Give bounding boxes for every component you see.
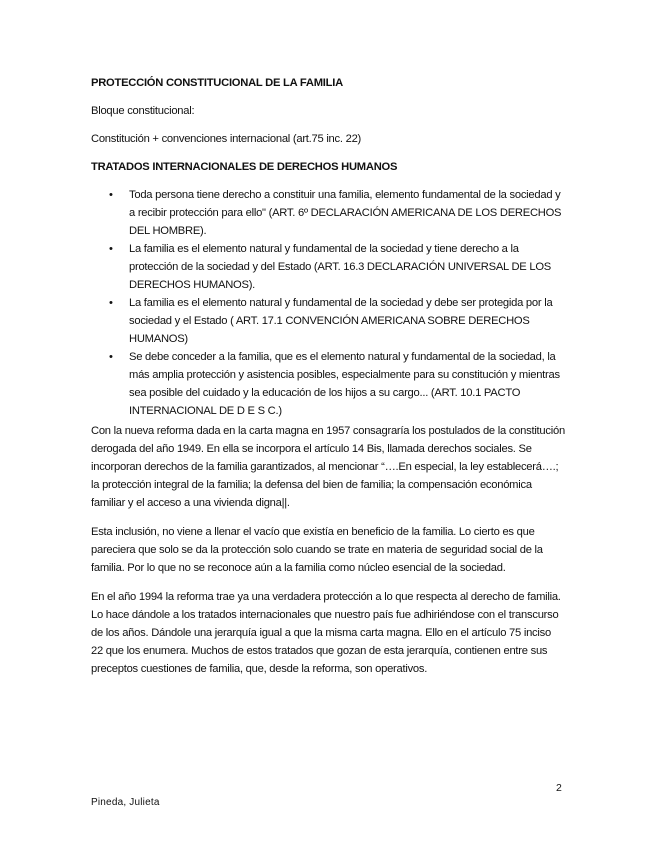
bullet-icon: •: [109, 351, 113, 363]
list-item-text: Se debe conceder a la familia, que es el elemento natural y fundamental de la sociedad, la más amplia protección y asistencia posibles, especialmente para su constitución y mientras sea posible del cuidado y la educación de los hijos a su cargo... (ART. 10.1 PACTO INTERNACIONAL DE D E S C.): [129, 351, 560, 417]
tratados-heading: TRATADOS INTERNACIONALES DE DERECHOS HUMANOS: [91, 161, 398, 173]
treaty-list: [91, 186, 565, 420]
paragraph: En el año 1994 la reforma trae ya una verdadera protección a lo que respecta al derecho de familia. Lo hace dándole a los tratados internacionales que nuestro país fue adhiriéndose con el transcurso de los años. Dándole una jerarquía igual a que la misma carta magna. Ello en el artículo 75 inciso 22 que los enumera. Muchos de estos tratados que gozan de esta jerarquía, contienen entre sus preceptos cuestiones de familia, que, desde la reforma, son operativos.: [91, 591, 561, 675]
page-number: 2: [556, 782, 562, 794]
footer-author: Pineda, Julieta: [91, 797, 160, 808]
bullet-icon: •: [109, 243, 113, 255]
list-item: [91, 240, 565, 294]
list-item-text: Toda persona tiene derecho a constituir una familia, elemento fundamental de la sociedad y a recibir protección para ello" (ART. 6º DECLARACIÓN AMERICANA DE LOS DERECHOS DEL HOMBRE).: [129, 189, 562, 237]
list-item: [91, 348, 565, 420]
document-body: [91, 74, 565, 678]
constitucion-line: Constitución + convenciones internacional (art.75 inc. 22): [91, 133, 362, 145]
bloque-label: Bloque constitucional:: [91, 105, 195, 117]
document-title: PROTECCIÓN CONSTITUCIONAL DE LA FAMILIA: [91, 77, 343, 89]
list-item-text: La familia es el elemento natural y fundamental de la sociedad y debe ser protegida por la sociedad y el Estado ( ART. 17.1 CONVENCIÓN AMERICANA SOBRE DERECHOS HUMANOS): [129, 297, 553, 345]
list-item: [91, 186, 565, 240]
list-item: [91, 294, 565, 348]
bullet-icon: •: [109, 189, 113, 201]
bullet-icon: •: [109, 297, 113, 309]
paragraph: Esta inclusión, no viene a llenar el vacío que existía en beneficio de la familia. Lo cierto es que pareciera que solo se da la protección solo cuando se trate en materia de seguridad social de la familia. Por lo que no se reconoce aún a la familia como núcleo esencial de la sociedad.: [91, 526, 543, 574]
paragraph: Con la nueva reforma dada en la carta magna en 1957 consagraría los postulados de la constitución derogada del año 1949. En ella se incorpora el artículo 14 Bis, llamada derechos sociales. Se incorporan derechos de la familia garantizados, al mencionar “….En especial, la ley establecerá….; la protección integral de la familia; la defensa del bien de familia; la compensación económica familiar y el acceso a una vivienda digna||.: [91, 425, 565, 509]
list-item-text: La familia es el elemento natural y fundamental de la sociedad y tiene derecho a la protección de la sociedad y del Estado (ART. 16.3 DECLARACIÓN UNIVERSAL DE LOS DERECHOS HUMANOS).: [129, 243, 551, 291]
